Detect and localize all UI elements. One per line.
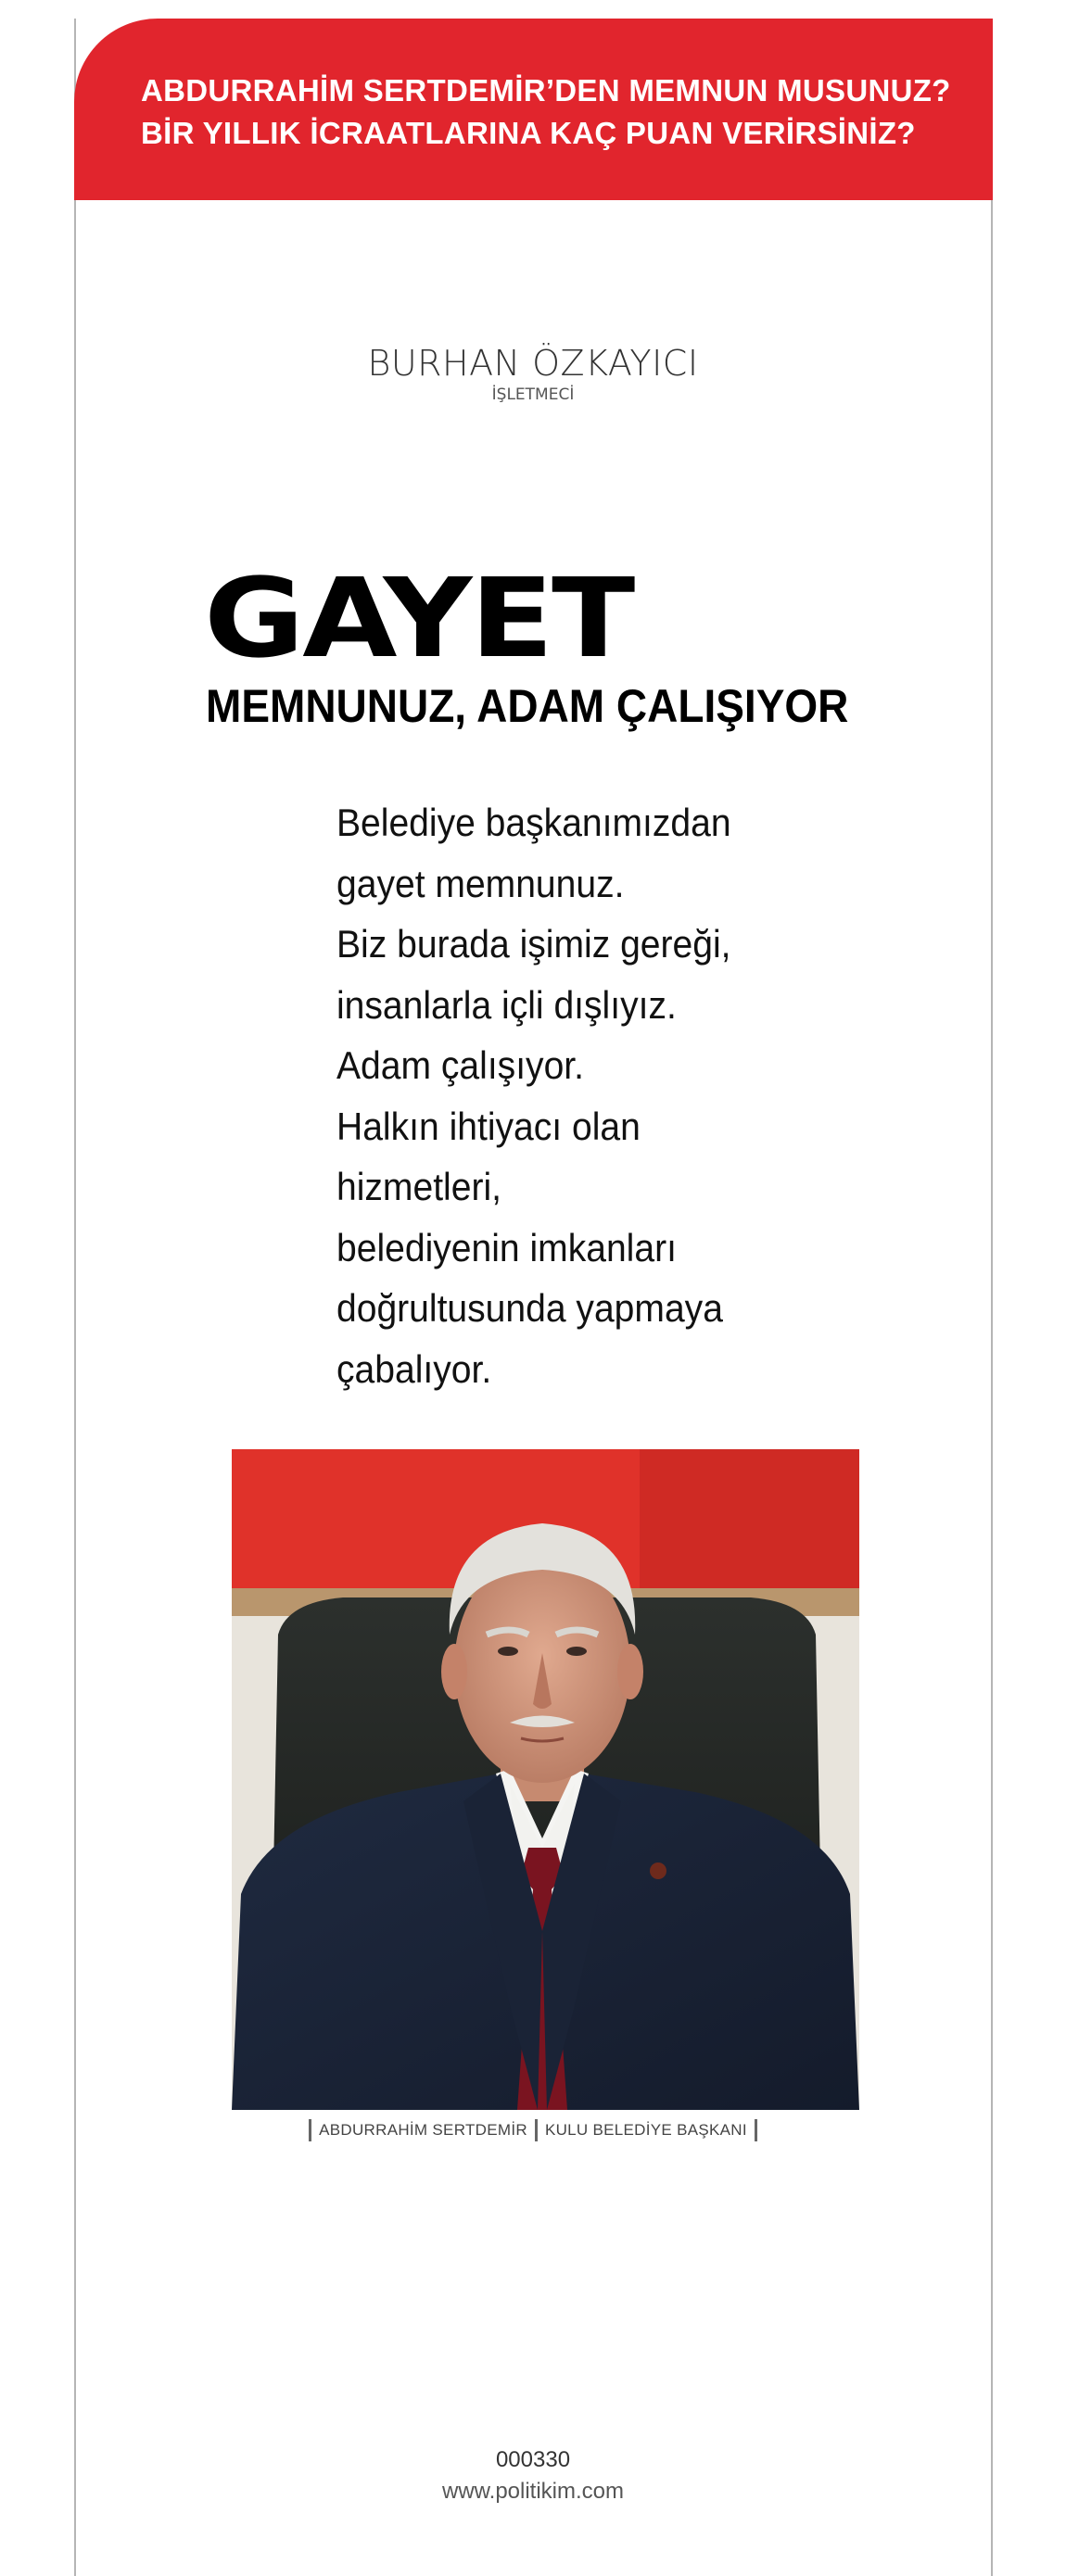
mayor-portrait-photo	[232, 1449, 859, 2110]
caption-name: ABDURRAHİM SERTDEMİR	[319, 2121, 527, 2139]
caption-divider	[755, 2119, 757, 2141]
quote-line: belediyenin imkanları	[336, 1225, 677, 1269]
photo-caption	[0, 2119, 1066, 2141]
question-line-1: ABDURRAHİM SERTDEMİR’DEN MEMNUN MUSUNUZ?	[141, 73, 951, 107]
author-block	[0, 343, 1066, 406]
quote-line: hizmetleri,	[336, 1165, 501, 1208]
author-title: İŞLETMECİ	[491, 385, 575, 404]
quote-line: çabalıyor.	[336, 1346, 492, 1391]
footer-url: www.politikim.com	[441, 2479, 625, 2504]
quote-line: gayet memnunuz.	[336, 861, 625, 905]
caption-divider	[309, 2119, 311, 2141]
question-banner	[74, 19, 993, 200]
quote-line: Biz burada işimiz gereği,	[336, 922, 731, 966]
quote-line: insanlarla içli dışlıyız.	[336, 982, 677, 1027]
quote-line: Halkın ihtiyacı olan	[336, 1104, 641, 1148]
caption-divider	[535, 2119, 538, 2141]
headline-sub: MEMNUNUZ, ADAM ÇALIŞIYOR	[206, 680, 849, 732]
quote-line: Belediye başkanımızdan	[336, 801, 731, 844]
author-name: BURHAN ÖZKAYICI	[367, 343, 699, 384]
caption-role: KULU BELEDİYE BAŞKANI	[544, 2121, 747, 2139]
question-line-2: BİR YILLIK İCRAATLARINA KAÇ PUAN VERİRSİNİZ?	[141, 116, 916, 150]
headline-main: GAYET	[204, 554, 634, 682]
footer	[0, 2444, 1066, 2507]
quote-line: doğrultusunda yapmaya	[336, 1286, 723, 1330]
quote-body	[336, 792, 785, 1399]
quote-line: Adam çalışıyor.	[336, 1043, 585, 1087]
footer-code: 000330	[495, 2447, 571, 2472]
